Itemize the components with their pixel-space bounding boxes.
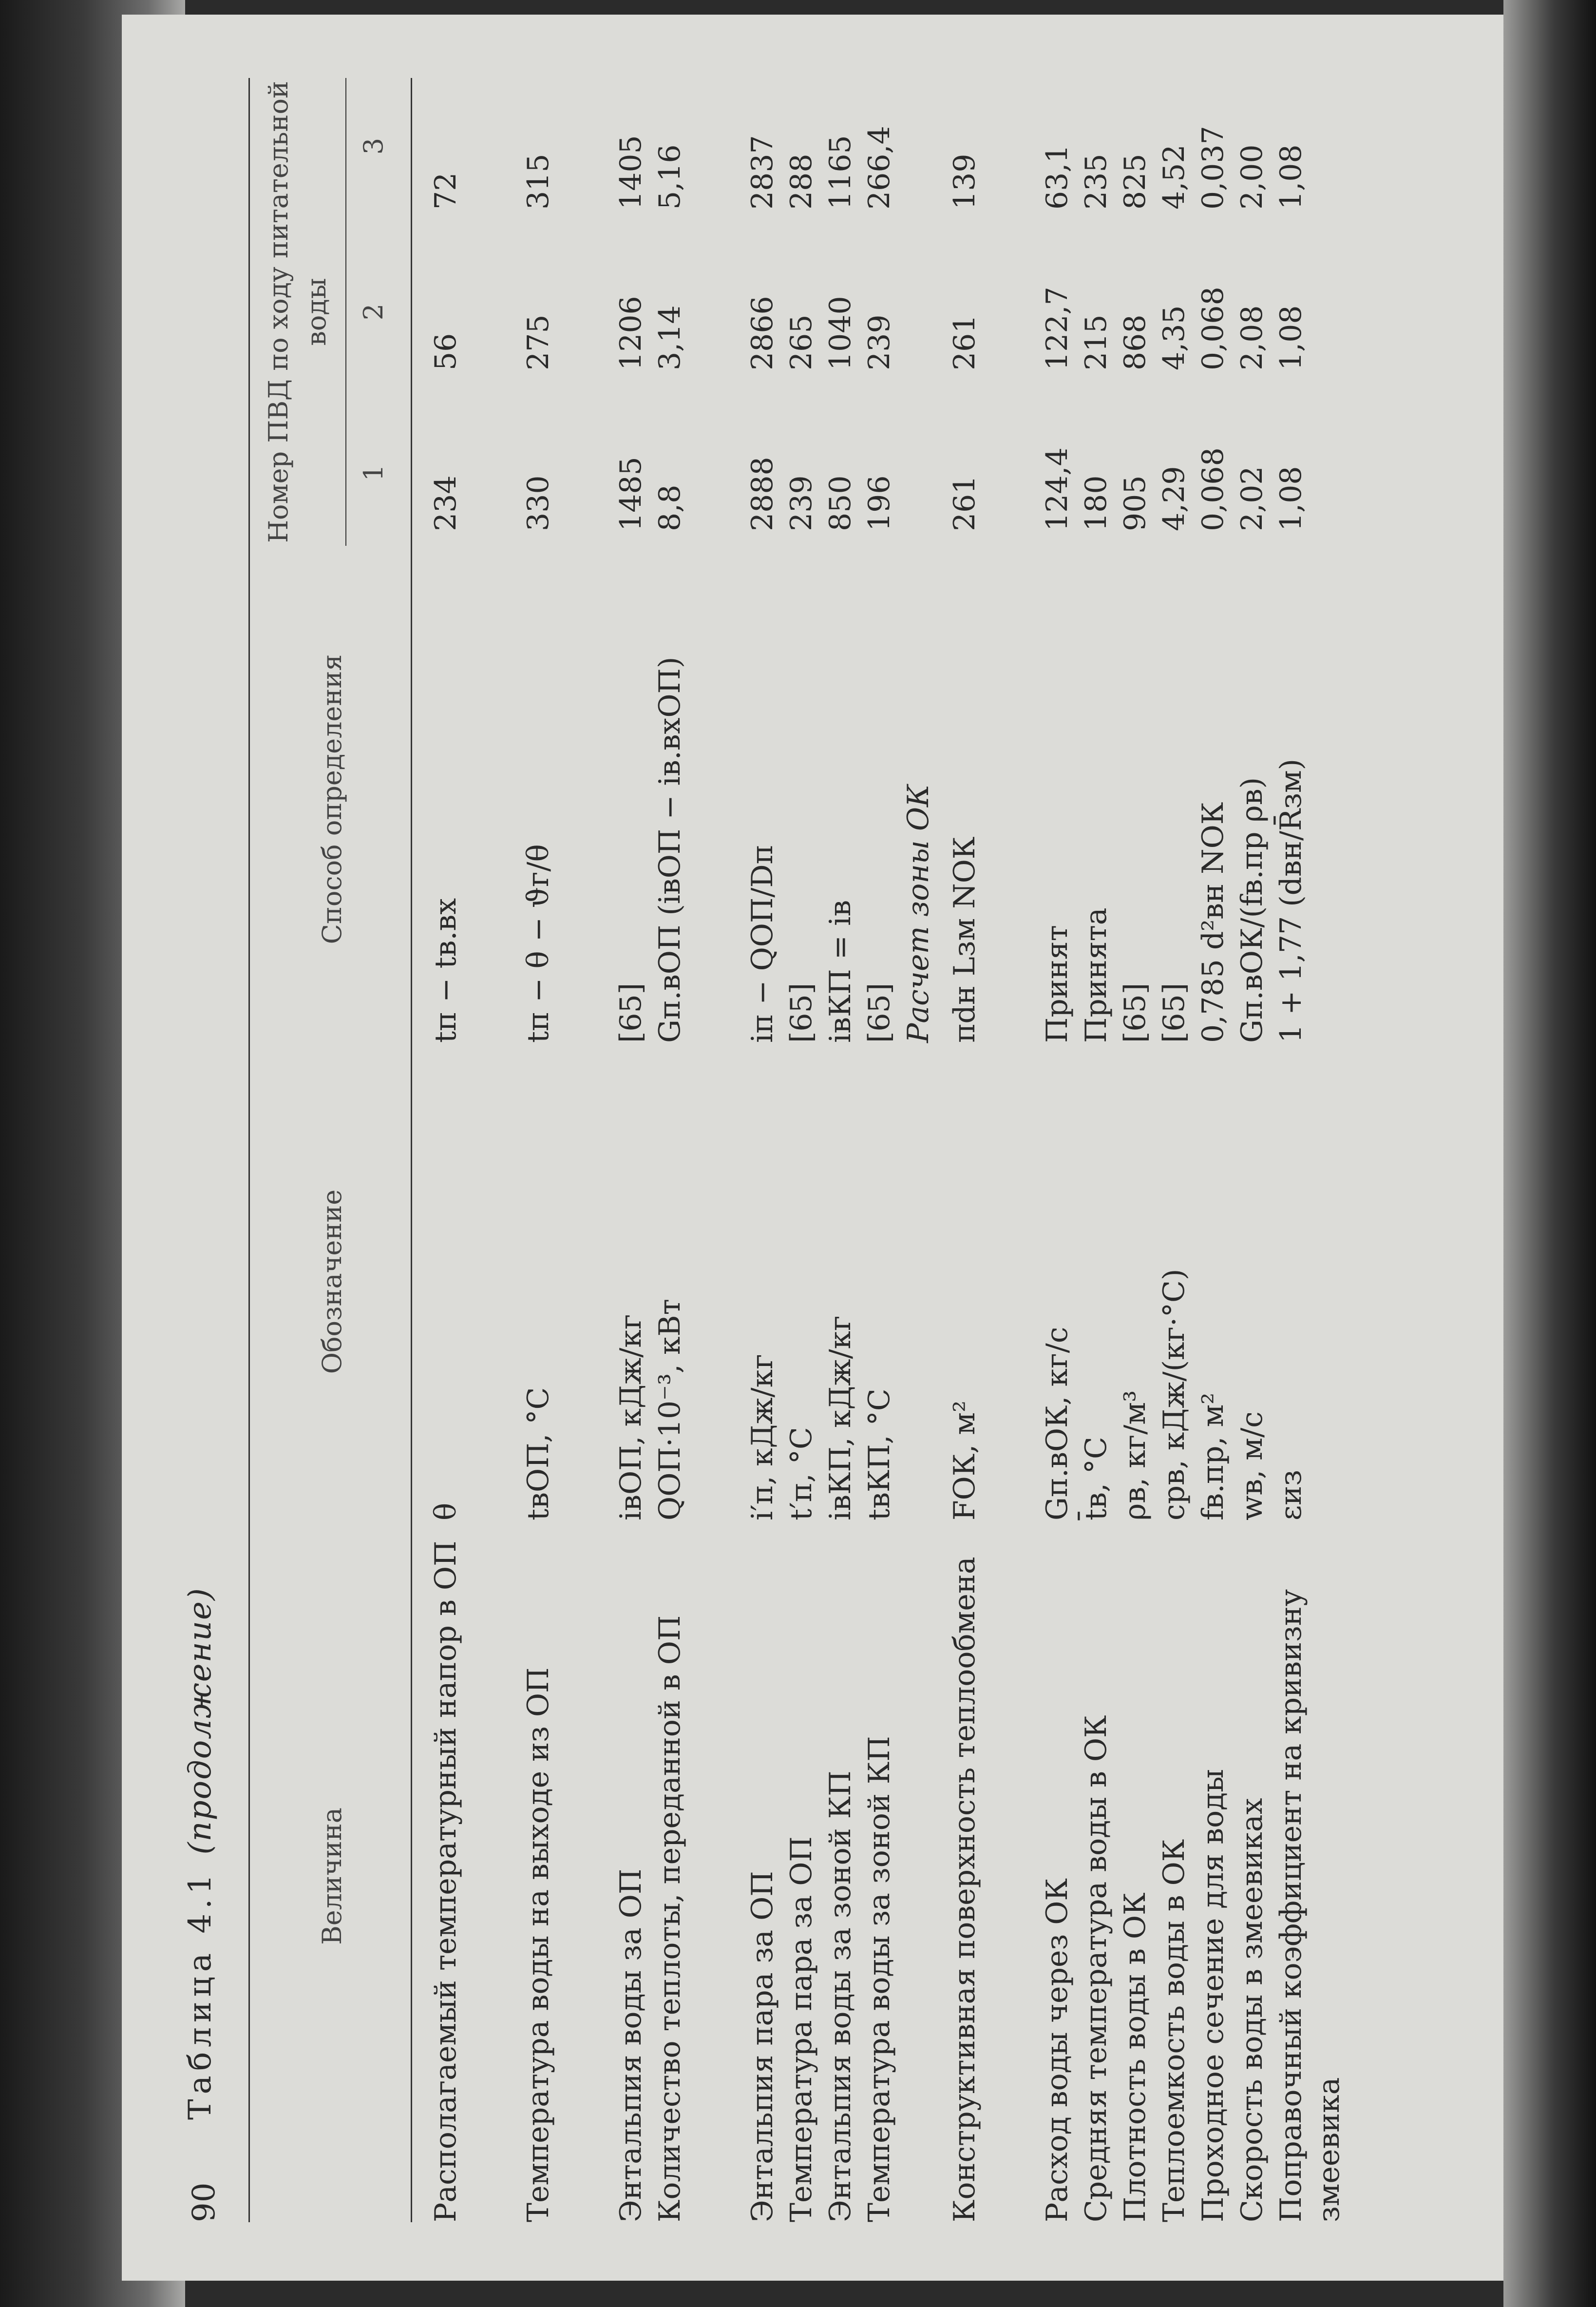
table-row (427, 78, 505, 2222)
cell-value-3: 4,52 (1157, 144, 1191, 210)
cell-symbol: wв, м/с (1235, 1411, 1269, 1520)
section-heading-row (899, 78, 946, 2222)
cell-quantity: Температура пара за ОП (784, 1836, 818, 2222)
cell-value-3: 825 (1118, 154, 1152, 210)
cell-value-3: 0,037 (1196, 126, 1230, 210)
page-edge-shadow (1503, 0, 1596, 2307)
cell-quantity: Количество теплоты, переданной в ОП (653, 1615, 687, 2222)
cell-symbol: cpв, кДж/(кг·°С) (1157, 1269, 1191, 1520)
cell-method: Gп.вОК/(fв.пр ρв) (1235, 777, 1269, 1043)
cell-method: [65] (1118, 982, 1152, 1043)
cell-value-2: 1206 (614, 296, 648, 370)
header-method: Способ определения (317, 654, 347, 944)
cell-value-1: 330 (521, 475, 555, 531)
header-quantity: Величина (317, 1807, 347, 1945)
cell-value-1: 124,4 (1040, 447, 1074, 531)
cell-value-1: 1485 (614, 457, 648, 531)
cell-value-1: 905 (1118, 475, 1152, 531)
cell-value-2: 122,7 (1040, 287, 1074, 370)
cell-quantity: Энтальпия пара за ОП (745, 1871, 779, 2222)
table-row (860, 78, 899, 2222)
cell-value-3: 266,4 (862, 126, 896, 210)
cell-quantity: Энтальпия воды за зоной КП (823, 1770, 857, 2222)
data-table (248, 78, 1350, 2222)
cell-value-1: 239 (784, 475, 818, 531)
cell-value-2: 275 (521, 314, 555, 370)
cell-symbol: iвКП, кДж/кг (823, 1315, 857, 1520)
table-row (1038, 78, 1077, 2222)
cell-quantity: Конструктивная поверхность теплообмена (948, 1557, 982, 2222)
table-row (1233, 78, 1272, 2222)
cell-method: Принят (1040, 925, 1074, 1043)
cell-symbol: t̄в, °С (1079, 1437, 1113, 1520)
header-col-3: 3 (358, 137, 389, 155)
table-row (651, 78, 743, 2222)
cell-value-1: 2888 (745, 457, 779, 531)
table-caption-label: Таблица 4.1 (182, 1869, 218, 2120)
cell-value-1: 180 (1079, 475, 1113, 531)
header-col-2: 2 (358, 303, 389, 321)
cell-value-2: 4,35 (1157, 305, 1191, 370)
section-title: Расчет зоны ОК (901, 784, 935, 1043)
cell-value-2: 261 (948, 314, 982, 370)
cell-value-3: 1405 (614, 135, 648, 210)
cell-value-2: 3,14 (653, 305, 687, 370)
cell-symbol: tвКП, °С (862, 1388, 896, 1520)
cell-value-3: 2,00 (1235, 144, 1269, 210)
cell-symbol: t′п, °С (784, 1427, 818, 1520)
cell-value-3: 2837 (745, 135, 779, 210)
cell-value-3: 235 (1079, 154, 1113, 210)
cell-symbol: εиз (1274, 1470, 1308, 1520)
header-pvd-group: Номер ПВД по ходу питательной воды (260, 78, 346, 546)
cell-value-3: 63,1 (1040, 144, 1074, 210)
cell-value-3: 288 (784, 154, 818, 210)
cell-symbol: Gп.вОК, кг/с (1040, 1327, 1074, 1520)
cell-value-2: 239 (862, 314, 896, 370)
table-caption-continuation: (продолжение) (182, 1587, 218, 1855)
table-row (1116, 78, 1155, 2222)
cell-quantity: Плотность воды в ОК (1118, 1892, 1152, 2222)
cell-quantity: Температура воды за зоной КП (862, 1736, 896, 2222)
cell-method: tп − θ − ϑг/θ (521, 844, 555, 1043)
cell-value-1: 0,068 (1196, 447, 1230, 531)
cell-quantity: Поправочный коэффициент на кривизну змеевика (1274, 1579, 1346, 2222)
table-row (946, 78, 1038, 2222)
cell-value-2: 1040 (823, 296, 857, 370)
table-row (1155, 78, 1194, 2222)
table-row (1272, 78, 1350, 2222)
cell-value-2: 265 (784, 314, 818, 370)
table-row (821, 78, 860, 2222)
cell-method: [65] (1157, 982, 1191, 1043)
header-symbol: Обозначение (317, 1189, 347, 1374)
table-row (782, 78, 821, 2222)
cell-value-2: 868 (1118, 314, 1152, 370)
table-header (250, 78, 412, 2222)
cell-value-1: 8,8 (653, 484, 687, 531)
table-row (612, 78, 651, 2222)
cell-symbol: i′п, кДж/кг (745, 1354, 779, 1520)
cell-quantity: Проходное сечение для воды (1196, 1769, 1230, 2222)
cell-symbol: fв.пр, м² (1196, 1392, 1230, 1520)
cell-symbol: iвОП, кДж/кг (614, 1314, 648, 1520)
cell-method: Gп.вОП (iвОП − iв.вхОП) (653, 656, 687, 1043)
cell-value-1: 2,02 (1235, 466, 1269, 531)
cell-value-2: 0,068 (1196, 287, 1230, 370)
cell-value-1: 1,08 (1274, 466, 1308, 531)
cell-value-1: 234 (429, 475, 463, 531)
table-caption (181, 1587, 219, 2120)
cell-symbol: ρв, кг/м³ (1118, 1390, 1152, 1520)
cell-method: iвКП = iв (823, 900, 857, 1043)
cell-symbol: tвОП, °С (521, 1387, 555, 1520)
cell-symbol: FОК, м² (948, 1400, 982, 1520)
cell-quantity: Энтальпия воды за ОП (614, 1868, 648, 2222)
table-row (1194, 78, 1233, 2222)
cell-method: [65] (862, 982, 896, 1043)
cell-method: 0,785 d²вн NОК (1196, 802, 1230, 1043)
cell-quantity: Температура воды на выходе из ОП (521, 1667, 555, 2222)
cell-value-2: 215 (1079, 314, 1113, 370)
cell-method: tп − tв.вх (429, 898, 463, 1043)
cell-method: Принята (1079, 907, 1113, 1043)
cell-value-3: 315 (521, 154, 555, 210)
table-row (1077, 78, 1116, 2222)
cell-quantity: Скорость воды в змеевиках (1235, 1798, 1269, 2222)
page-number: 90 (186, 2182, 222, 2222)
cell-value-3: 5,16 (653, 144, 687, 210)
cell-symbol: QОП·10⁻³, кВт (653, 1299, 687, 1520)
cell-quantity: Расход воды через ОК (1040, 1878, 1074, 2222)
cell-value-3: 72 (429, 172, 463, 210)
table-row (505, 78, 612, 2222)
cell-value-3: 1165 (823, 135, 857, 210)
cell-quantity: Теплоемкость воды в ОК (1157, 1839, 1191, 2222)
cell-value-3: 139 (948, 154, 982, 210)
cell-symbol: θ (429, 1502, 463, 1520)
cell-value-2: 1,08 (1274, 305, 1308, 370)
cell-value-2: 56 (429, 333, 463, 370)
cell-method: πdн Lзм NОК (948, 836, 982, 1043)
cell-value-1: 261 (948, 475, 982, 531)
table-row (743, 78, 782, 2222)
cell-method: [65] (614, 982, 648, 1043)
cell-method: [65] (784, 982, 818, 1043)
cell-value-2: 2,08 (1235, 305, 1269, 370)
cell-method: 1 + 1,77 (dвн/R̄зм) (1274, 758, 1308, 1043)
cell-value-2: 2866 (745, 296, 779, 370)
cell-value-1: 4,29 (1157, 466, 1191, 531)
cell-quantity: Средняя температура воды в ОК (1079, 1715, 1113, 2222)
book-page (122, 15, 1515, 2281)
cell-value-1: 196 (862, 475, 896, 531)
header-col-1: 1 (358, 464, 389, 481)
cell-quantity: Располагаемый температурный напор в ОП (429, 1540, 463, 2222)
cell-method: iп − QОП/Dп (745, 845, 779, 1043)
cell-value-3: 1,08 (1274, 144, 1308, 210)
cell-value-1: 850 (823, 475, 857, 531)
rotated-page-content (122, 15, 1515, 2281)
